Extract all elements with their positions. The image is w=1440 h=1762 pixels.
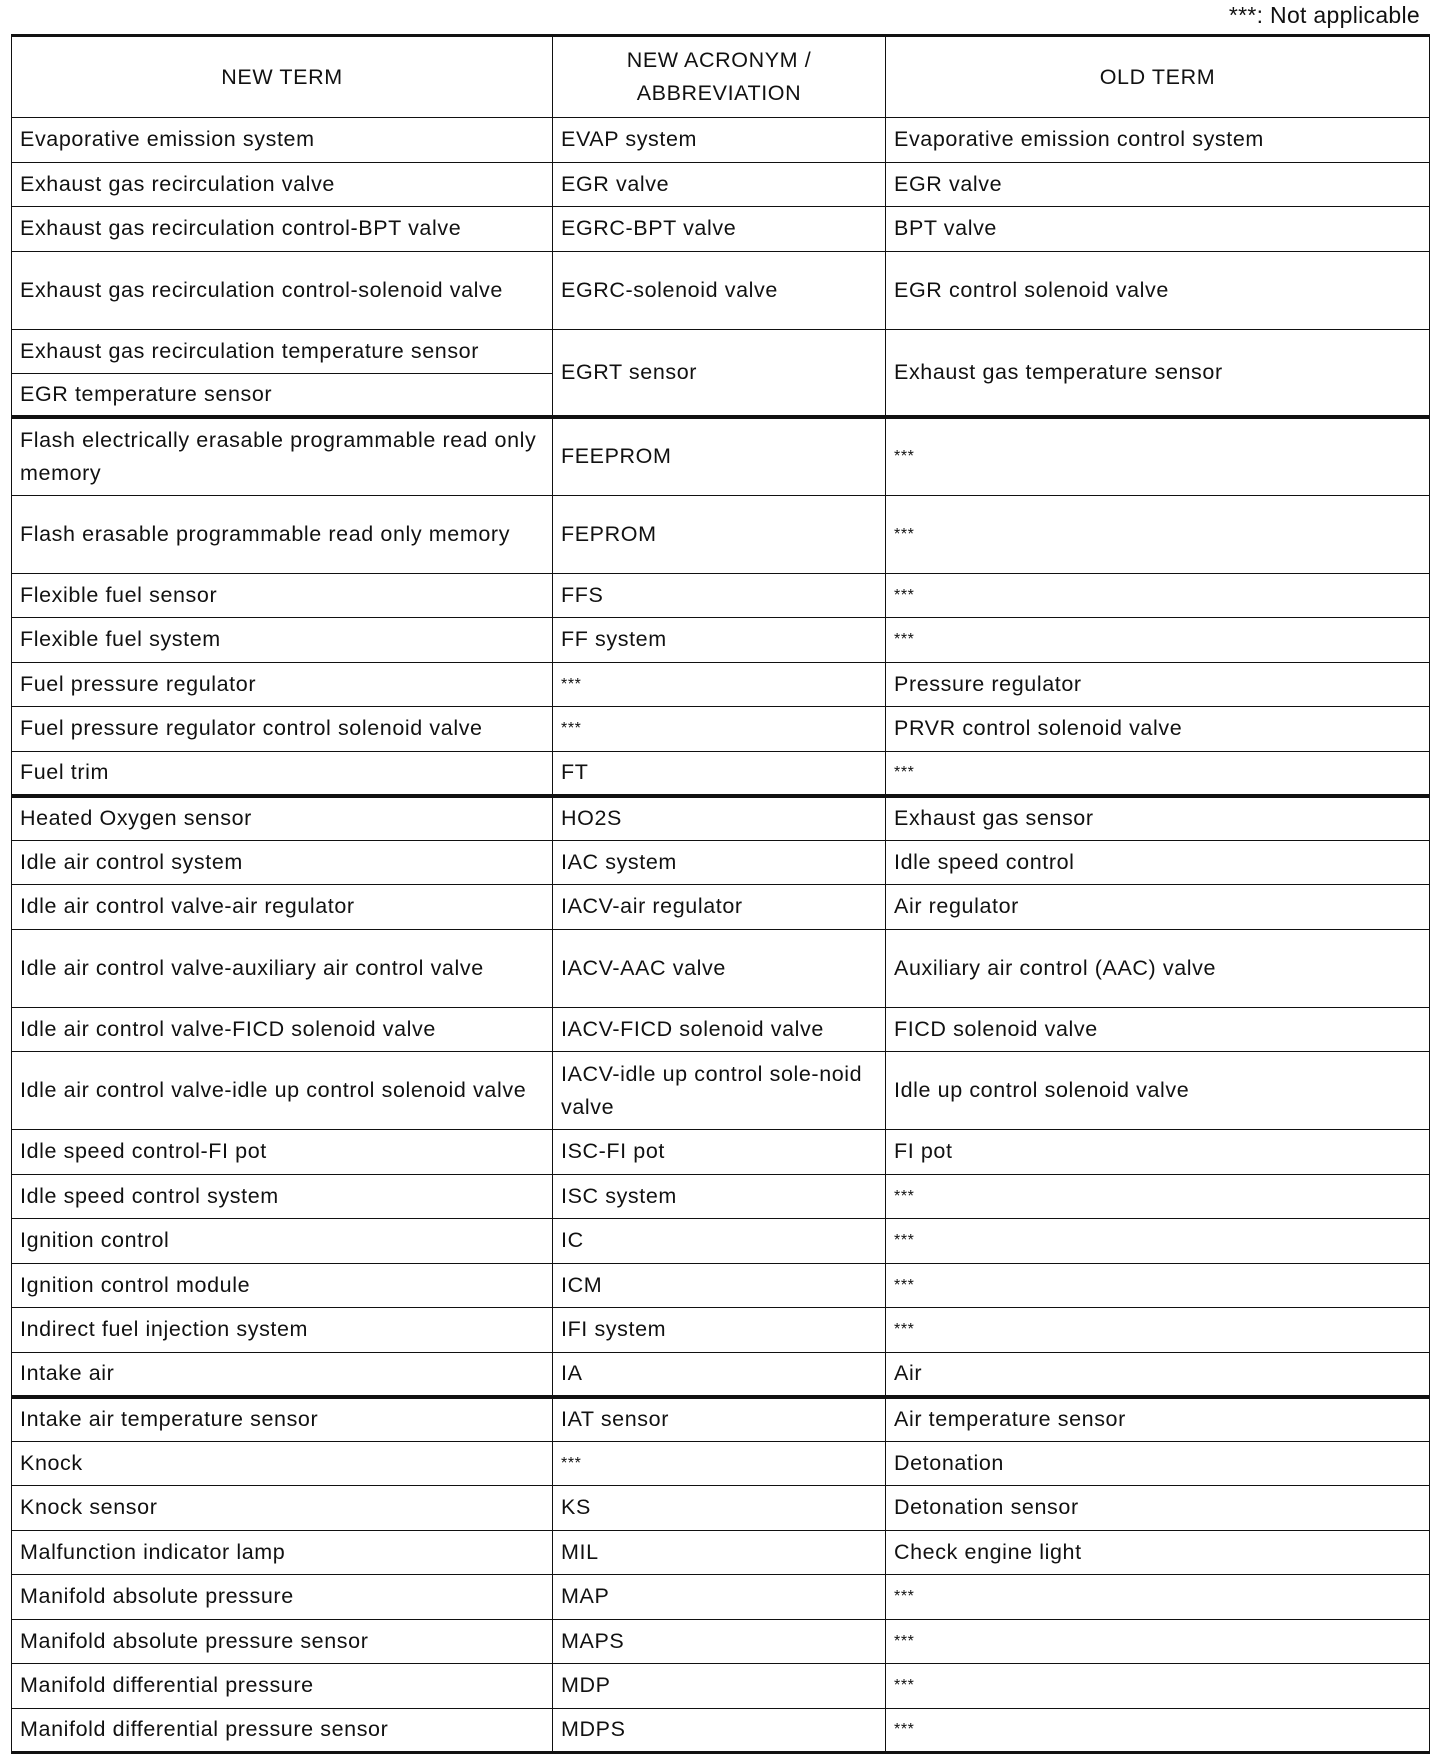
acronym-cell: *** xyxy=(553,1441,886,1486)
new-term-cell: Intake air xyxy=(12,1352,553,1397)
old-term-cell: *** xyxy=(886,1708,1430,1753)
table-row xyxy=(12,1052,1430,1130)
new-term-cell: Flexible fuel system xyxy=(12,618,553,663)
acronym-cell: FEEPROM xyxy=(553,417,886,495)
acronym-cell: IFI system xyxy=(553,1308,886,1353)
table-row xyxy=(12,1263,1430,1308)
new-term-cell: Ignition control module xyxy=(12,1263,553,1308)
old-term-cell: *** xyxy=(886,1174,1430,1219)
table-row xyxy=(12,1708,1430,1753)
table-row xyxy=(12,162,1430,207)
acronym-cell: EGRT sensor xyxy=(553,329,886,417)
new-term-cell: Idle speed control system xyxy=(12,1174,553,1219)
header-new-acronym xyxy=(553,36,886,118)
header-new-acronym-line2: ABBREVIATION xyxy=(636,81,802,105)
new-term-cell: Evaporative emission system xyxy=(12,118,553,163)
new-term-cell: Flash electrically erasable programmable read only memory xyxy=(12,417,553,495)
table-row xyxy=(12,796,1430,841)
table-row xyxy=(12,1397,1430,1442)
new-term-cell: Indirect fuel injection system xyxy=(12,1308,553,1353)
table-row xyxy=(12,1486,1430,1531)
new-term-cell: Knock sensor xyxy=(12,1486,553,1531)
acronym-cell: MAP xyxy=(553,1575,886,1620)
acronym-cell: *** xyxy=(553,662,886,707)
acronym-cell: IAC system xyxy=(553,840,886,885)
acronym-cell: HO2S xyxy=(553,796,886,841)
acronym-cell: IACV-idle up control sole-noid valve xyxy=(553,1052,886,1130)
new-term-cell: Knock xyxy=(12,1441,553,1486)
acronym-cell: ISC system xyxy=(553,1174,886,1219)
acronym-cell: FEPROM xyxy=(553,495,886,573)
acronym-cell: KS xyxy=(553,1486,886,1531)
old-term-cell: *** xyxy=(886,1308,1430,1353)
acronym-cell: MDPS xyxy=(553,1708,886,1753)
table-row xyxy=(12,1174,1430,1219)
new-term-cell: Manifold absolute pressure xyxy=(12,1575,553,1620)
new-term-cell: Manifold differential pressure xyxy=(12,1664,553,1709)
acronym-cell: IC xyxy=(553,1219,886,1264)
acronym-cell: EGR valve xyxy=(553,162,886,207)
acronym-cell: ICM xyxy=(553,1263,886,1308)
old-term-cell: Exhaust gas temperature sensor xyxy=(886,329,1430,417)
acronym-cell: *** xyxy=(553,707,886,752)
new-term-cell: Intake air temperature sensor xyxy=(12,1397,553,1442)
table-row xyxy=(12,573,1430,618)
new-term-cell: Idle air control system xyxy=(12,840,553,885)
old-term-cell: *** xyxy=(886,1575,1430,1620)
new-term-cell: Exhaust gas recirculation temperature sensor xyxy=(12,329,553,373)
table-row xyxy=(12,118,1430,163)
old-term-cell: *** xyxy=(886,495,1430,573)
new-term-cell: Fuel pressure regulator control solenoid valve xyxy=(12,707,553,752)
table-row xyxy=(12,885,1430,930)
old-term-cell: *** xyxy=(886,1219,1430,1264)
acronym-cell: ISC-FI pot xyxy=(553,1130,886,1175)
old-term-cell: BPT valve xyxy=(886,207,1430,252)
new-term-cell: Fuel trim xyxy=(12,751,553,796)
table-row xyxy=(12,1575,1430,1620)
old-term-cell: Exhaust gas sensor xyxy=(886,796,1430,841)
table-row xyxy=(12,329,1430,373)
table-row xyxy=(12,707,1430,752)
new-term-cell: Idle air control valve-FICD solenoid valve xyxy=(12,1007,553,1052)
new-term-cell: Idle air control valve-idle up control solenoid valve xyxy=(12,1052,553,1130)
table-row xyxy=(12,618,1430,663)
new-term-cell: Exhaust gas recirculation control-solenoid valve xyxy=(12,251,553,329)
table-row xyxy=(12,1619,1430,1664)
acronym-cell: IAT sensor xyxy=(553,1397,886,1442)
new-term-cell: Exhaust gas recirculation valve xyxy=(12,162,553,207)
table-row xyxy=(12,251,1430,329)
acronym-cell: IA xyxy=(553,1352,886,1397)
table-row xyxy=(12,1007,1430,1052)
table-row xyxy=(12,207,1430,252)
old-term-cell: EGR valve xyxy=(886,162,1430,207)
old-term-cell: *** xyxy=(886,417,1430,495)
old-term-cell: Air xyxy=(886,1352,1430,1397)
old-term-cell: Detonation sensor xyxy=(886,1486,1430,1531)
old-term-cell: Pressure regulator xyxy=(886,662,1430,707)
old-term-cell: PRVR control solenoid valve xyxy=(886,707,1430,752)
acronym-cell: FF system xyxy=(553,618,886,663)
table-row xyxy=(12,840,1430,885)
table-row xyxy=(12,1219,1430,1264)
old-term-cell: FI pot xyxy=(886,1130,1430,1175)
new-term-cell: Fuel pressure regulator xyxy=(12,662,553,707)
table-row xyxy=(12,1308,1430,1353)
new-term-cell: Manifold differential pressure sensor xyxy=(12,1708,553,1753)
table-row xyxy=(12,1441,1430,1486)
old-term-cell: Auxiliary air control (AAC) valve xyxy=(886,929,1430,1007)
table-row xyxy=(12,1130,1430,1175)
acronym-cell: FFS xyxy=(553,573,886,618)
new-term-cell: Heated Oxygen sensor xyxy=(12,796,553,841)
acronym-cell: MAPS xyxy=(553,1619,886,1664)
old-term-cell: *** xyxy=(886,618,1430,663)
table-row xyxy=(12,1352,1430,1397)
acronym-cell: MDP xyxy=(553,1664,886,1709)
new-term-cell: Manifold absolute pressure sensor xyxy=(12,1619,553,1664)
new-term-cell: Flexible fuel sensor xyxy=(12,573,553,618)
old-term-cell: *** xyxy=(886,573,1430,618)
old-term-cell: FICD solenoid valve xyxy=(886,1007,1430,1052)
old-term-cell: Idle up control solenoid valve xyxy=(886,1052,1430,1130)
old-term-cell: Evaporative emission control system xyxy=(886,118,1430,163)
acronym-cell: EGRC-BPT valve xyxy=(553,207,886,252)
new-term-cell: Idle air control valve-auxiliary air control valve xyxy=(12,929,553,1007)
header-new-acronym-line1: NEW ACRONYM / xyxy=(626,48,812,72)
old-term-cell: Check engine light xyxy=(886,1530,1430,1575)
table-row xyxy=(12,1664,1430,1709)
acronym-cell: EVAP system xyxy=(553,118,886,163)
acronym-cell: FT xyxy=(553,751,886,796)
acronym-cell: EGRC-solenoid valve xyxy=(553,251,886,329)
old-term-cell: Detonation xyxy=(886,1441,1430,1486)
old-term-cell: Air temperature sensor xyxy=(886,1397,1430,1442)
old-term-cell: *** xyxy=(886,1664,1430,1709)
new-term-cell: Idle air control valve-air regulator xyxy=(12,885,553,930)
table-row xyxy=(12,417,1430,495)
table-row xyxy=(12,495,1430,573)
old-term-cell: Idle speed control xyxy=(886,840,1430,885)
acronym-cell: IACV-air regulator xyxy=(553,885,886,930)
table-row xyxy=(12,751,1430,796)
table-row xyxy=(12,662,1430,707)
new-term-cell: Malfunction indicator lamp xyxy=(12,1530,553,1575)
new-term-cell: Flash erasable programmable read only memory xyxy=(12,495,553,573)
table-header-row xyxy=(12,36,1430,118)
acronym-cell: IACV-FICD solenoid valve xyxy=(553,1007,886,1052)
table-row xyxy=(12,1530,1430,1575)
header-old-term: OLD TERM xyxy=(886,36,1430,118)
old-term-cell: *** xyxy=(886,1263,1430,1308)
new-term-cell: Exhaust gas recirculation control-BPT valve xyxy=(12,207,553,252)
table-row xyxy=(12,929,1430,1007)
old-term-cell: *** xyxy=(886,751,1430,796)
old-term-cell: EGR control solenoid valve xyxy=(886,251,1430,329)
old-term-cell: *** xyxy=(886,1619,1430,1664)
old-term-cell: Air regulator xyxy=(886,885,1430,930)
terminology-table xyxy=(11,34,1430,1754)
new-term-cell: EGR temperature sensor xyxy=(12,373,553,417)
acronym-cell: MIL xyxy=(553,1530,886,1575)
acronym-cell: IACV-AAC valve xyxy=(553,929,886,1007)
header-new-term: NEW TERM xyxy=(12,36,553,118)
not-applicable-note: ***: Not applicable xyxy=(1228,2,1420,28)
new-term-cell: Ignition control xyxy=(12,1219,553,1264)
new-term-cell: Idle speed control-FI pot xyxy=(12,1130,553,1175)
